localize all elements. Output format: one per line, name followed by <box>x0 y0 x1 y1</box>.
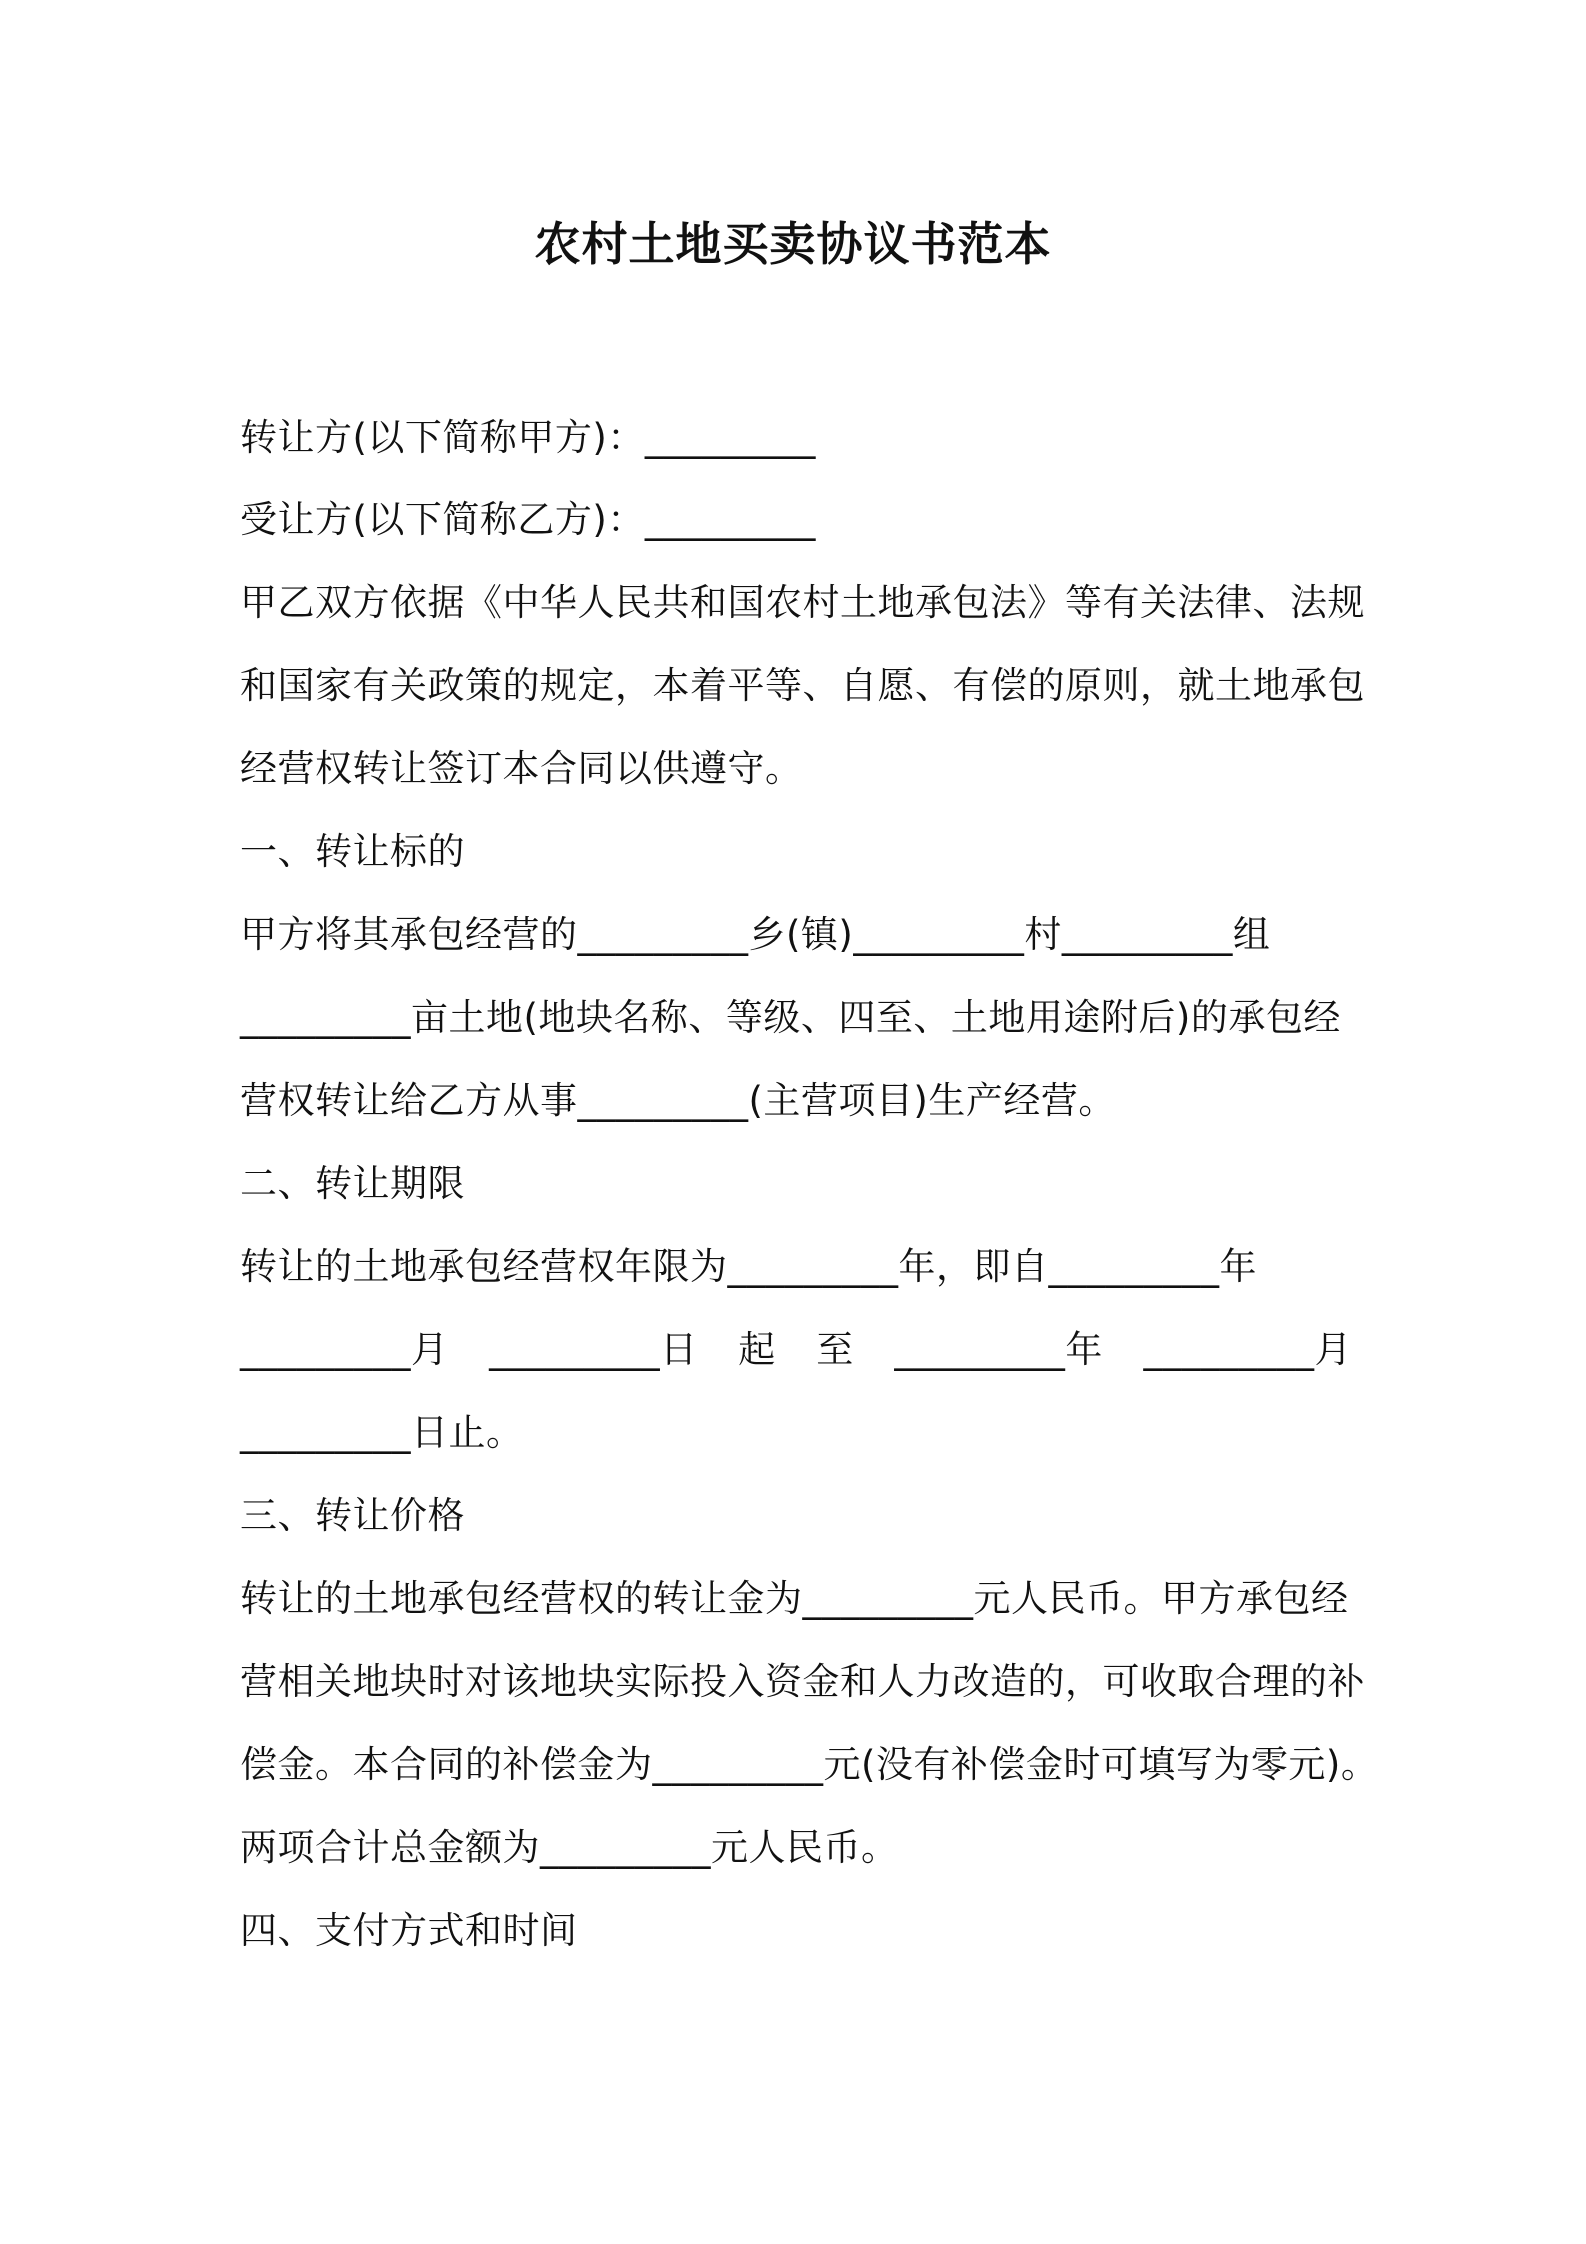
section-1-heading: 一、转让标的 <box>240 830 465 873</box>
section-3-line-4: 两项合计总金额为_________元人民币。 <box>240 1826 899 1869</box>
section-3-line-2: 营相关地块时对该地块实际投入资金和人力改造的，可收取合理的补 <box>240 1660 1365 1703</box>
date-to-word: 至 <box>816 1328 854 1371</box>
transferor-line: 转让方(以下简称甲方)：_________ <box>240 416 816 459</box>
date-month-end: _________月 <box>1143 1328 1352 1371</box>
section-2-line-1: 转让的土地承包经营权年限为_________年，即自_________年 <box>240 1245 1257 1288</box>
date-year-end: _________年 <box>894 1328 1103 1371</box>
section-1-line-3: 营权转让给乙方从事_________(主营项目)生产经营。 <box>240 1079 1116 1122</box>
preamble-line-3: 经营权转让签订本合同以供遵守。 <box>240 747 803 790</box>
section-1-line-1: 甲方将其承包经营的_________乡(镇)_________村_________组 <box>240 913 1271 956</box>
section-4-heading: 四、支付方式和时间 <box>240 1909 578 1952</box>
transferee-line: 受让方(以下简称乙方)：_________ <box>240 498 816 541</box>
section-1-line-2: _________亩土地(地块名称、等级、四至、土地用途附后)的承包经 <box>240 996 1341 1039</box>
date-month-start: _________月 <box>240 1328 449 1371</box>
document-title: 农村土地买卖协议书范本 <box>534 217 1052 271</box>
section-3-line-3: 偿金。本合同的补偿金为_________元(没有补偿金时可填写为零元)。 <box>240 1743 1379 1786</box>
date-from-word: 起 <box>738 1328 776 1371</box>
section-3-heading: 三、转让价格 <box>240 1494 465 1537</box>
section-2-date-line <box>240 1324 1352 1376</box>
section-2-heading: 二、转让期限 <box>240 1162 465 1205</box>
preamble-line-1: 甲乙双方依据《中华人民共和国农村土地承包法》等有关法律、法规 <box>240 581 1365 624</box>
section-3-line-1: 转让的土地承包经营权的转让金为_________元人民币。甲方承包经 <box>240 1577 1349 1620</box>
preamble-line-2: 和国家有关政策的规定，本着平等、自愿、有偿的原则，就土地承包 <box>240 664 1365 707</box>
section-2-line-3: _________日止。 <box>240 1411 524 1454</box>
date-day-start: _________日 <box>489 1328 698 1371</box>
